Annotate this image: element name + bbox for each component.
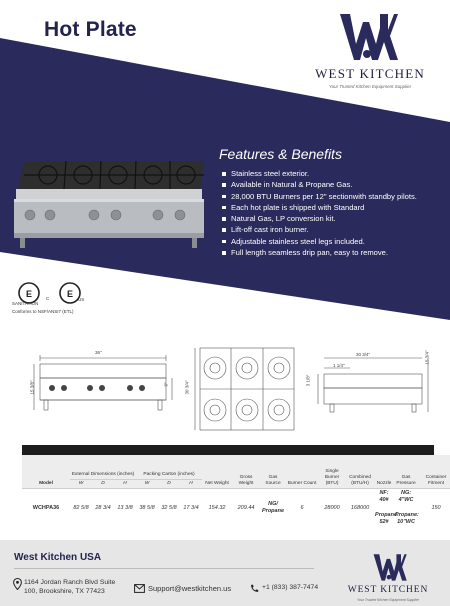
nozzle-propane: Propane: 52# xyxy=(375,512,399,526)
footer-divider xyxy=(14,568,314,569)
location-pin-icon xyxy=(13,578,22,590)
footer-brand-logo xyxy=(336,552,440,604)
email-icon xyxy=(134,584,145,593)
side-leg-dim: 1 1/4" xyxy=(333,363,345,368)
cert-us-mark: US xyxy=(78,297,85,302)
phone-icon xyxy=(250,584,259,593)
feature-item: Each hot plate is shipped with Standard xyxy=(222,202,447,213)
col-ext-w: W xyxy=(70,479,92,488)
footer-brand-tagline: Your Trusted Kitchen Equipment Supplier xyxy=(357,598,419,602)
col-packing-carton: Packing Carton (inches) xyxy=(136,455,202,479)
cell-nozzle xyxy=(374,488,399,528)
col-ext-h: H xyxy=(114,479,136,488)
feature-item: 28,000 BTU Burners per 12" sectionwith standby pilots. xyxy=(222,191,447,202)
cert-c-mark: C xyxy=(46,296,50,301)
sanitation-label: SANITATION xyxy=(12,301,39,306)
col-model: Model xyxy=(22,455,70,488)
footer-brand-name: WEST KITCHEN xyxy=(347,585,429,595)
feature-item: Stainless steel exterior. xyxy=(222,168,447,179)
wk-monogram-logo xyxy=(336,10,398,66)
side-height-dim: 3 1/8" xyxy=(305,374,311,387)
page-title: Hot Plate xyxy=(44,18,137,41)
pressure-propane: Propane: 10"WC xyxy=(395,512,419,526)
brand-tagline: Your Trusted Kitchen Equipment Supplier xyxy=(328,84,412,89)
cell-burner-count: 6 xyxy=(286,488,318,528)
col-single-burner: Single Burner (BTU) xyxy=(318,455,346,488)
col-external-dimensions: External Dimensions (inches) xyxy=(70,455,136,479)
cell-ext-d: 28 3/4 xyxy=(92,488,114,528)
cell-gross-weight: 209.44 xyxy=(232,488,260,528)
col-container-fitment: Container Fitment xyxy=(418,455,450,488)
feature-item: Lift-off cast iron burner. xyxy=(222,224,447,235)
feature-item: Natural Gas, LP conversion kit. xyxy=(222,213,447,224)
col-gas-source: Gas Source xyxy=(260,455,286,488)
spec-table-header-bar xyxy=(22,445,434,455)
address-line-1: 1164 Jordan Ranch Blvd Suite xyxy=(24,579,116,586)
col-ext-d: D xyxy=(92,479,114,488)
footer-email-link[interactable]: Support@westkitchen.us xyxy=(148,584,232,593)
cell-combined: 168000 xyxy=(346,488,374,528)
footer-company: West Kitchen USA xyxy=(14,552,102,563)
cert-conformance-note: Conforms to NSF/ANSI7 (ETL) xyxy=(12,309,74,314)
svg-text:E: E xyxy=(66,289,74,299)
features-list xyxy=(222,168,447,258)
etl-listed-icon xyxy=(56,280,86,310)
feature-item: Adjustable stainless steel legs included. xyxy=(222,236,447,247)
hot-plate-product-image xyxy=(8,155,208,251)
col-nozzle: Nozzle xyxy=(374,455,394,488)
wk-monogram-logo xyxy=(370,552,408,584)
col-pack-d: D xyxy=(158,479,180,488)
address-line-2: 100, Brookshire, TX 77423 xyxy=(24,588,105,595)
col-gross-weight: Gross Weight xyxy=(232,455,260,488)
feature-item: Full length seamless drip pan, easy to remove. xyxy=(222,247,447,258)
top-depth-dim: 30 3/4" xyxy=(184,380,190,395)
footer-address xyxy=(24,578,115,596)
svg-text:E: E xyxy=(25,289,33,299)
spec-table xyxy=(22,455,450,528)
side-total-dim: 15 3/4" xyxy=(424,350,430,365)
pressure-ng: NG: 4"WC xyxy=(398,490,414,504)
col-net-weight: Net Weight xyxy=(202,455,232,488)
brand-name: WEST KITCHEN xyxy=(315,66,425,81)
top-view-drawing xyxy=(192,344,298,434)
cell-gas-pressure xyxy=(394,488,418,528)
front-view-drawing xyxy=(26,348,176,430)
feature-item: Available in Natural & Propane Gas. xyxy=(222,179,447,190)
cell-pack-w: 38 5/8 xyxy=(136,488,158,528)
col-combined: Combined (BTU/H) xyxy=(346,455,374,488)
side-view-drawing xyxy=(310,350,438,420)
brand-logo xyxy=(300,8,440,96)
features-title: Features & Benefits xyxy=(219,146,342,162)
cell-net-weight: 154.32 xyxy=(202,488,232,528)
table-row xyxy=(22,488,450,528)
front-height-dim: 6" xyxy=(163,382,169,387)
cell-pack-h: 17 3/4 xyxy=(180,488,202,528)
col-gas-pressure: Gas Pressure xyxy=(394,455,418,488)
col-burner-count: Burner Count xyxy=(286,455,318,488)
cell-ext-h: 13 3/8 xyxy=(114,488,136,528)
cell-container: 150 xyxy=(418,488,450,528)
cell-ext-w: 82 5/8 xyxy=(70,488,92,528)
cell-pack-d: 32 5/8 xyxy=(158,488,180,528)
col-pack-h: H xyxy=(180,479,202,488)
cell-gas-source: NG/ Propane xyxy=(260,488,286,528)
side-depth-dim: 30 3/4" xyxy=(356,352,371,357)
cell-single-burner: 28000 xyxy=(318,488,346,528)
cell-model: WCHPA36 xyxy=(22,488,70,528)
front-depth-dim: 15 3/8" xyxy=(29,380,35,395)
front-width-dim: 36" xyxy=(95,350,102,355)
nozzle-ng: NF: 40# xyxy=(379,490,389,504)
footer-phone-link[interactable]: +1 (833) 387-7474 xyxy=(262,584,319,591)
col-pack-w: W xyxy=(136,479,158,488)
